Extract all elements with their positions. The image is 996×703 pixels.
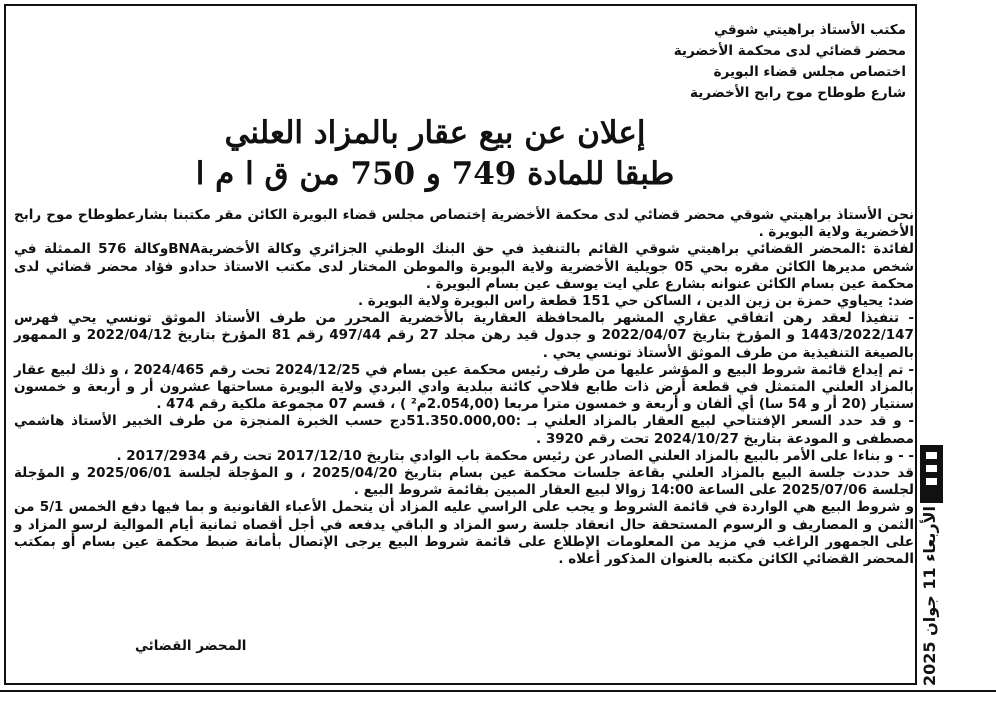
office-name: مكتب الأستاذ براهيتي شوقي: [714, 22, 906, 38]
page-divider: [0, 690, 996, 692]
office-address: شارع طوطاح موح رابح الأخضرية: [690, 85, 906, 101]
publication-date: الأربعاء 11 جوان 2025: [920, 505, 939, 686]
newspaper-logo-icon: [920, 445, 943, 503]
paragraph-property: - تم إيداع قائمة شروط البيع و المؤشر عليها من طرف رئيس محكمة عين بسام في 2024/12/25 تحت رقم 2024/465 ، و ذلك لبيع عقار بالمزاد العلني المتمثل في قطعة أرض ذات طابع فلاحي كائنة ببلدية وادي البردي ولاية البويرة مساحتها عشرون أر و أربعة و خمسون سنتيار (20 أر و 54 سا) أي ألفان و أربعة و خمسون مترا مربعا (2.054,00م² ) ، قسم 07 مجموعة ملكية رقم 474 .: [14, 361, 914, 413]
paragraph-beneficiary: لفائدة :المحضر القضائي براهيتي شوقي القائم بالتنفيذ في حق البنك الوطني الجزائري وكالة الأخضريةBNAوكالة 576 الممثلة في شخص مديرها الكائن مقره بحي 05 جويلية الأخضرية ولاية البويرة والموطن المختار لدى مكتب الاستاذ حدادو فؤاد محضر قضائي لدى محكمة عين بسام الكائن عنوانه بشارع علي ايت يوسف عين بسام البويرة .: [14, 241, 914, 292]
paragraph-order: - - و بناءا على الأمر بالبيع بالمزاد العلني الصادر عن رئيس محكمة باب الوادي بتاريخ 2017/12/10 تحت رقم 2017/2934 .: [116, 447, 914, 464]
paragraph-mortgage: - تنفيذا لعقد رهن اتفاقي عقاري المشهر بالمحافظة العقارية بالأخضرية المحرر من طرف الأستاذ الموثق تونسي يحي فهرس 1443/2022/147 و المؤرخ بتاريخ 2022/04/07 و جدول قيد رهن مجلد 27 رقم 497/44 رقم 81 المؤرخ بتاريخ 2022/04/12 و الممهور بالصيغة التنفيذية من طرف الموثق الأستاذ تونسي يحي .: [14, 310, 914, 361]
notice-body: [14, 207, 914, 568]
paragraph-defendant: ضد: يحياوي حمزة بن زين الدين ، الساكن حي 151 قطعة راس البويرة ولاية البويرة .: [357, 293, 914, 310]
paragraph-session: قد حددت جلسة البيع بالمزاد العلني بقاعة جلسات محكمة عين بسام بتاريخ 2025/04/20 ، و المؤجلة لجلسة 2025/06/01 و المؤجلة لجلسة 2025/07/06 على الساعة 14:00 زوالا لبيع العقار المبين بقائمة شروط البيع .: [14, 465, 914, 499]
signature: المحضر القضائي: [135, 638, 247, 654]
office-header: [606, 20, 906, 104]
notice-title: إعلان عن بيع عقار بالمزاد العلني: [224, 115, 646, 151]
paragraph-bailiff: نحن الأستاذ براهيتي شوقي محضر قضائي لدى محكمة الأخضرية إختصاص مجلس قضاء البويرة الكائن مقر مكتبنا بشارعطوطاح موح رابح الأخضرية ولاية البويرة .: [14, 207, 914, 241]
office-role: محضر قضائي لدى محكمة الأخضرية: [673, 43, 906, 59]
notice-subtitle: طبقا للمادة 749 و 750 من ق ا م ا: [195, 156, 675, 192]
paragraph-conditions: و شروط البيع هي الواردة في قائمة الشروط و يجب على الراسي عليه المزاد أن يتحمل الأعباء القانونية و بما فيها دفع الخمس 5/1 من الثمن و المصاريف و الرسوم المستحقة حال انعقاد جلسة رسو المزاد و الباقي يدفعه في أجل أقصاه ثمانية أيام الموالية لرسو المزاد و على الجمهور الراغب في مزيد من المعلومات الإطلاع على قائمة شروط البيع يرجى الإتصال بأمانة ضبط محكمة عين بسام أو بمكتب المحضر القضائي الكائن مكتبه بالعنوان المذكور أعلاه .: [14, 499, 914, 568]
office-jurisdiction: اختصاص مجلس قضاء البويرة: [713, 64, 906, 80]
paragraph-price: - و قد حدد السعر الإفتتاحي لبيع العقار بالمزاد العلني بـ :51.350.000,00دج حسب الخبرة المنجزة من طرف الخبير الأستاذ هاشمي مصطفى و المودعة بتاريخ 2024/10/27 تحت رقم 3920 .: [14, 413, 914, 447]
